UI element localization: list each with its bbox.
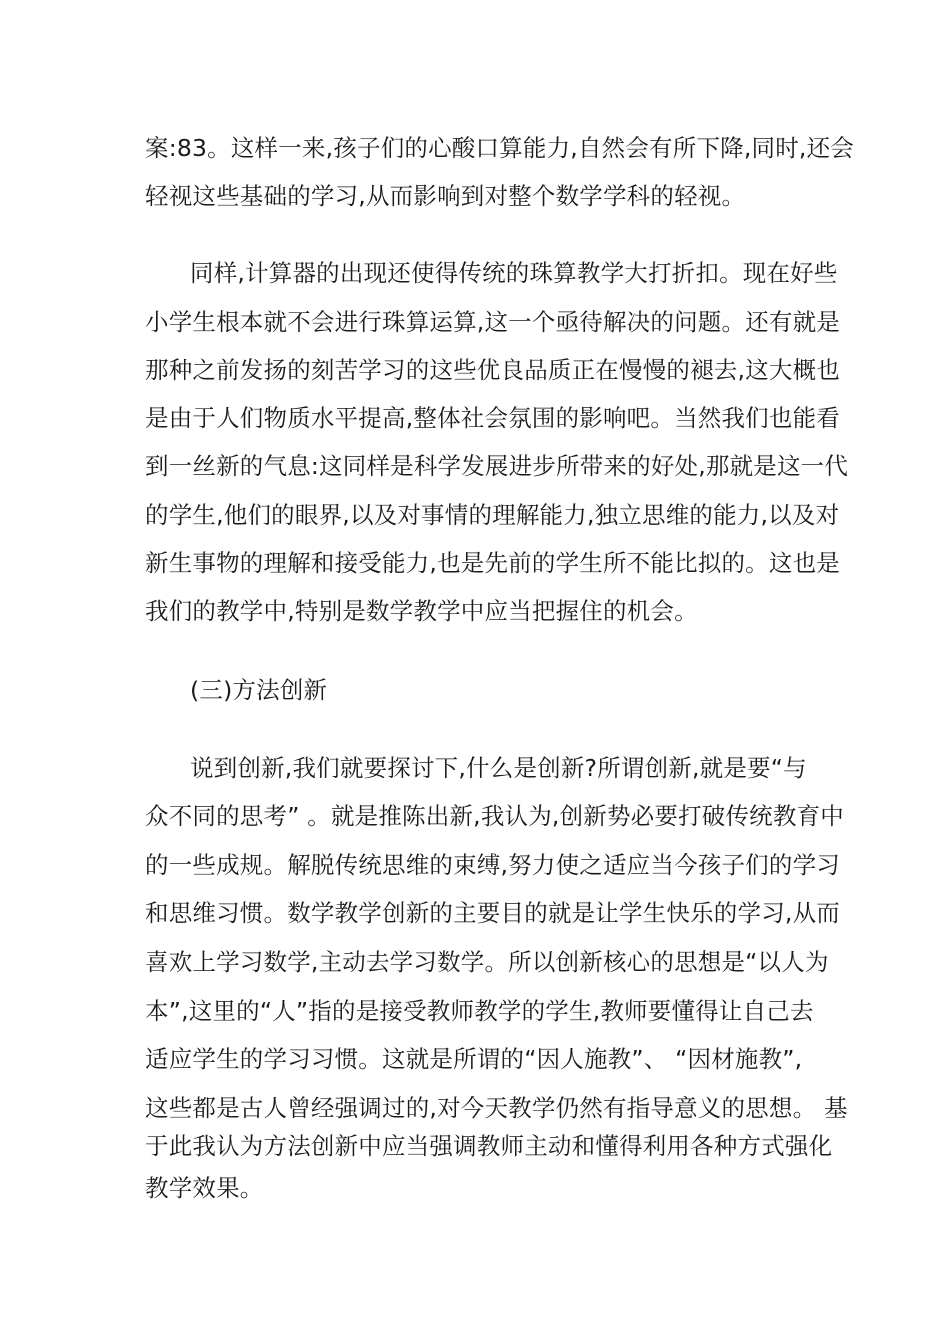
paragraph-3-line-6: 本”,这里的“人”指的是接受教师教学的学生,教师要懂得让自己去 (145, 997, 814, 1025)
paragraph-2-line-3: 那种之前发扬的刻苦学习的这些优良品质正在慢慢的褪去,这大概也 (145, 356, 840, 384)
section-heading: (三)方法创新 (190, 676, 328, 704)
paragraph-2-line-5: 到一丝新的气息:这同样是科学发展进步所带来的好处,那就是这一代 (145, 452, 849, 480)
paragraph-3-line-1: 说到创新,我们就要探讨下,什么是创新?所谓创新,就是要“与 (190, 754, 807, 782)
paragraph-1-line-2: 轻视这些基础的学习,从而影响到对整个数学学科的轻视。 (145, 182, 746, 210)
paragraph-3-line-9: 于此我认为方法创新中应当强调教师主动和懂得利用各种方式强化 (145, 1132, 833, 1160)
paragraph-3-line-10: 教学效果。 (145, 1174, 264, 1202)
paragraph-3-line-5: 喜欢上学习数学,主动去学习数学。所以创新核心的思想是“以人为 (145, 948, 829, 976)
paragraph-3-line-8: 这些都是古人曾经强调过的,对今天教学仍然有指导意义的思想。 基 (145, 1094, 848, 1122)
paragraph-2-line-4: 是由于人们物质水平提高,整体社会氛围的影响吧。当然我们也能看 (145, 404, 840, 432)
paragraph-3-line-7: 适应学生的学习习惯。这就是所谓的“因人施教”、 “因材施教”, (145, 1045, 803, 1073)
paragraph-2-line-8: 我们的教学中,特别是数学教学中应当把握住的机会。 (145, 597, 698, 625)
paragraph-3-line-2: 众不同的思考” 。就是推陈出新,我认为,创新势必要打破传统教育中 (145, 802, 844, 830)
paragraph-2-line-2: 小学生根本就不会进行珠算运算,这一个亟待解决的问题。还有就是 (145, 308, 840, 336)
paragraph-3-line-4: 和思维习惯。数学教学创新的主要目的就是让学生快乐的学习,从而 (145, 899, 840, 927)
paragraph-2-line-1: 同样,计算器的出现还使得传统的珠算教学大打折扣。现在好些 (190, 259, 838, 287)
paragraph-2-line-6: 的学生,他们的眼界,以及对事情的理解能力,独立思维的能力,以及对 (145, 501, 840, 529)
paragraph-1-line-1: 案:83。这样一来,孩子们的心酸口算能力,自然会有所下降,同时,还会 (145, 134, 854, 162)
paragraph-2-line-7: 新生事物的理解和接受能力,也是先前的学生所不能比拟的。这也是 (145, 549, 840, 577)
paragraph-3-line-3: 的一些成规。解脱传统思维的束缚,努力使之适应当今孩子们的学习 (145, 851, 840, 879)
